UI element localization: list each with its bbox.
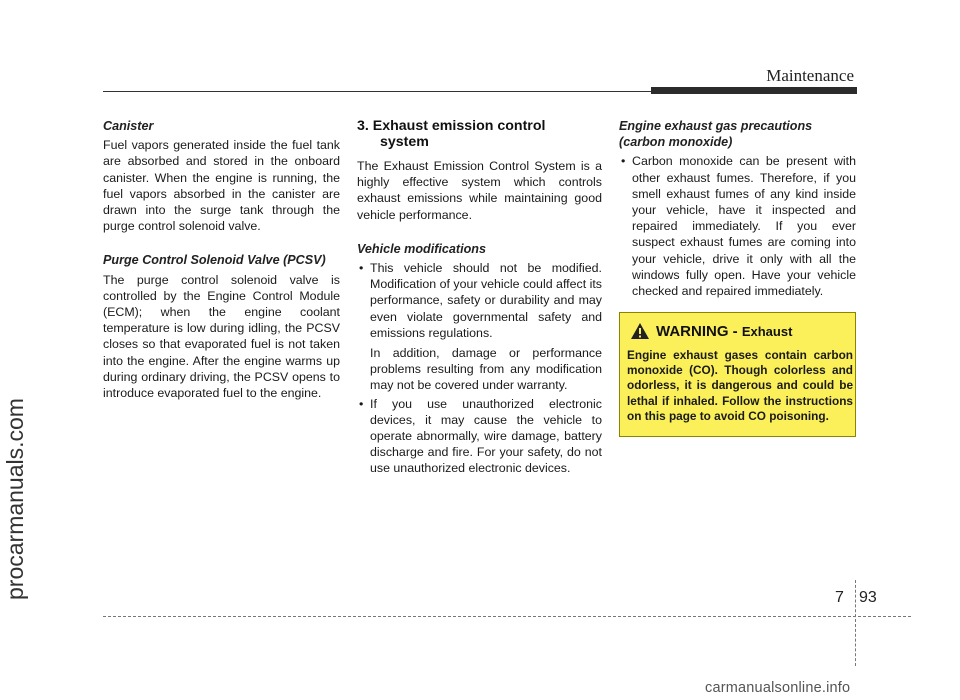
bullet-dot: •: [359, 396, 364, 411]
canister-text: Fuel vapors generated inside the fuel tank are absorbed and stored in the onboard canister. When the engine is running, the fuel vapors absorbed in the canister are drawn into the surge tank through the purge control solenoid valve.: [103, 138, 340, 234]
list-item: [357, 260, 602, 341]
header-rule: [103, 91, 651, 92]
canister-heading: Canister: [103, 119, 154, 133]
section-heading-line1: 3. Exhaust emission control: [357, 118, 546, 134]
section-title: Maintenance: [766, 66, 854, 85]
precautions-heading: Engine exhaust gas precautions (carbon monoxide): [619, 119, 813, 150]
warning-box: [619, 312, 856, 437]
modifications-heading: Vehicle modifications: [357, 241, 486, 256]
bullet-text: This vehicle should not be modified. Modification of your vehicle could affect its performance, safety or durability and may even violate governmental safety and emissions regulations.: [370, 261, 602, 340]
right-column: [619, 118, 856, 301]
section-heading: [357, 118, 602, 150]
left-column: [103, 118, 340, 415]
middle-column: [357, 118, 602, 479]
section-heading-line2: system: [380, 134, 429, 150]
warning-title: [656, 323, 792, 340]
list-item: [357, 396, 602, 477]
pcsv-text: The purge control solenoid valve is controlled by the Engine Control Module (ECM); when the engine coolant temperature is low during idling, the PCSV closes so that evaporated fuel is not taken into the engine. After the engine warms up during ordinary driving, the PCSV opens to introduce evaporated fuel to the engine.: [103, 272, 340, 401]
warning-sub-label: Exhaust: [741, 324, 793, 339]
pcsv-heading: Purge Control Solenoid Valve (PCSV): [103, 253, 326, 268]
bullet-text: Carbon monoxide can be present with other exhaust fumes. Therefore, if you smell exhaust fumes of any kind inside your vehicle, have it inspected and repaired immediately. If you ever suspect exhaust fumes are coming into your vehicle, drive it only with all the windows fully open. Have your vehicle checked and repaired immediately.: [632, 154, 856, 299]
page-number: 93: [859, 589, 877, 606]
bullet-dot: •: [621, 154, 626, 169]
side-watermark: procarmanuals.com: [2, 398, 28, 600]
header-rule-accent: [651, 87, 857, 94]
bullet-dot: •: [359, 261, 364, 276]
warning-triangle-icon: [630, 322, 650, 340]
warning-label: WARNING -: [656, 323, 742, 340]
intro-text: The Exhaust Emission Control System is a highly effective system which controls exhaust emissions while maintaining good vehicle performance.: [357, 159, 602, 222]
site-watermark: carmanualsonline.info: [705, 680, 851, 696]
footer-rule: [103, 616, 911, 617]
footer-divider: [855, 580, 856, 666]
list-item: [619, 153, 856, 299]
warning-body: Engine exhaust gases contain carbon monoxide (CO). Though colorless and odorless, it is dangerous and could be lethal if inhaled. Follow the instructions on this page to avoid CO poisoning.: [627, 348, 853, 423]
bullet-continuation: In addition, damage or performance problems resulting from any modification may not be covered under warranty.: [370, 346, 602, 393]
chapter-number: 7: [835, 589, 844, 606]
bullet-text: If you use unauthorized electronic devices, it may cause the vehicle to operate abnormally, wire damage, battery discharge and fire. For your safety, do not use unauthorized electronic devices.: [370, 396, 602, 476]
